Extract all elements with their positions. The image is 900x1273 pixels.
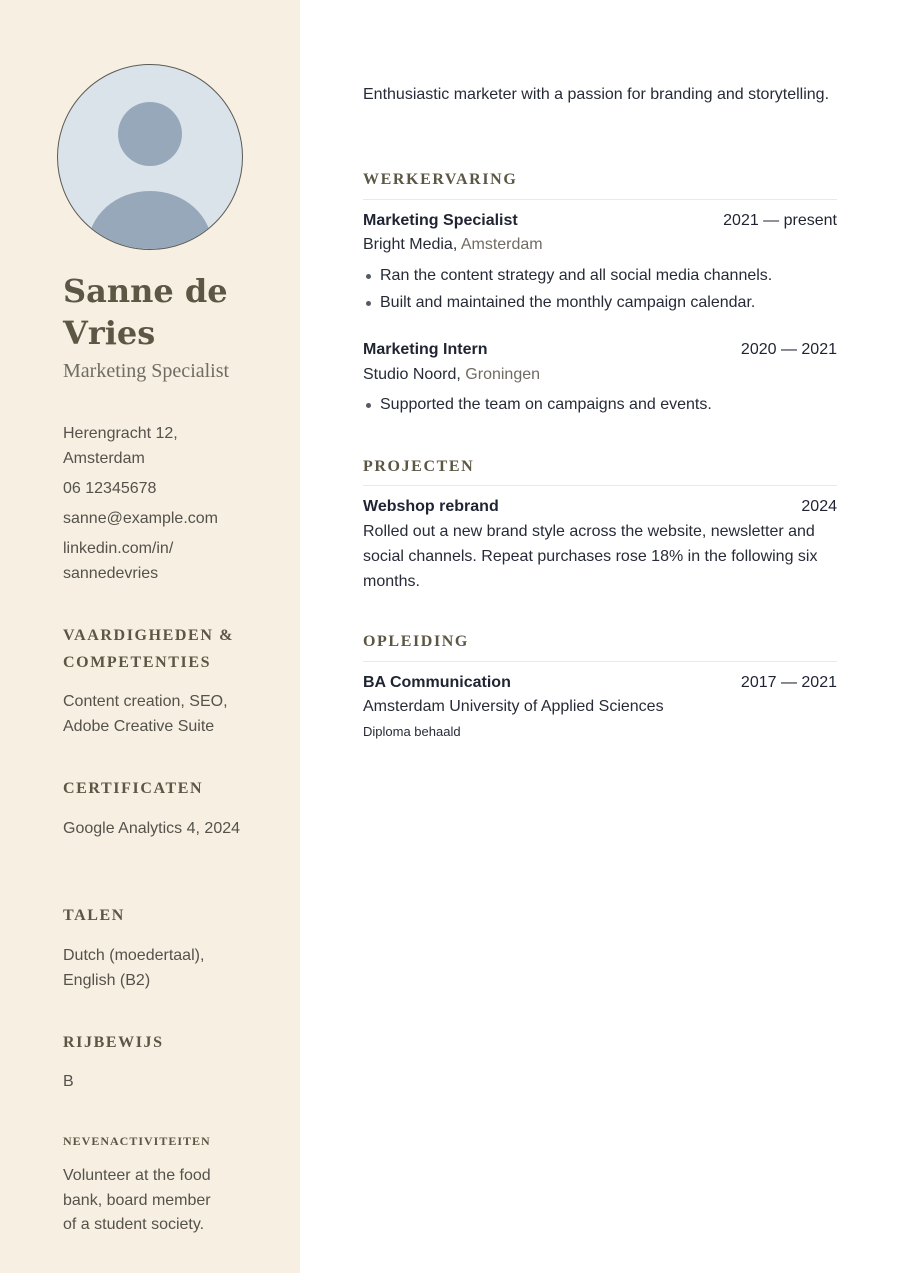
contact-linkedin[interactable]: linkedin.com/in/ sannedevries [63, 540, 174, 582]
list-item [363, 289, 837, 316]
contact-email[interactable]: sanne@example.com [63, 510, 218, 527]
bullet-text: Supported the team on campaigns and events. [380, 396, 712, 413]
job-location: Groningen [465, 366, 541, 383]
section-divider [363, 661, 837, 662]
certificates-text: Google Analytics 4, 2024 [63, 820, 241, 837]
license-text: B [63, 1073, 74, 1090]
list-item [363, 262, 837, 289]
skills-heading: VAARDIGHEDEN & COMPETENTIES [63, 627, 235, 671]
license-heading: RIJBEWIJS [63, 1034, 164, 1051]
contact-phone: 06 12345678 [63, 480, 157, 497]
projects-heading: PROJECTEN [363, 458, 475, 475]
job-dates: 2021 — present [723, 212, 837, 229]
job-bullets [363, 391, 837, 418]
bullet-text: Built and maintained the monthly campaign calendar. [380, 294, 756, 311]
contact-address: Herengracht 12, Amsterdam [63, 425, 178, 467]
certificates-heading: CERTIFICATEN [63, 780, 204, 797]
avatar-body-shape [88, 191, 212, 250]
education-dates: 2017 — 2021 [740, 674, 837, 691]
degree-title: BA Communication [363, 674, 511, 691]
languages-heading: TALEN [63, 907, 125, 924]
candidate-role: Marketing Specialist [63, 360, 230, 382]
activities-text: Volunteer at the food bank, board member of a student society. [63, 1167, 211, 1233]
school-name: Amsterdam University of Applied Sciences [363, 698, 664, 715]
bullet-text: Ran the content strategy and all social media channels. [380, 267, 773, 284]
job-dates: 2020 — 2021 [740, 341, 837, 358]
skills-text: Content creation, SEO, Adobe Creative Suite [63, 693, 228, 735]
avatar-head-shape [118, 102, 182, 166]
job-location: Amsterdam [460, 236, 543, 253]
section-divider [363, 485, 837, 486]
project-year: 2024 [801, 498, 837, 515]
job-company-line [363, 234, 543, 256]
job-bullets [363, 262, 837, 316]
list-item [363, 391, 837, 418]
bullet-icon [366, 301, 371, 306]
job-title: Marketing Specialist [363, 212, 518, 229]
activities-heading: NEVENACTIVITEITEN [63, 1134, 211, 1148]
experience-heading: WERKERVARING [363, 171, 518, 188]
job-company-line [363, 364, 540, 386]
education-heading: OPLEIDING [363, 633, 469, 650]
sidebar [0, 0, 300, 1273]
section-divider [363, 199, 837, 200]
project-description: Rolled out a new brand style across the website, newsletter and social channels. Repeat purchases rose 18% in the following six months. [363, 523, 818, 590]
bullet-icon [366, 274, 371, 279]
job-title: Marketing Intern [363, 341, 488, 358]
bullet-icon [366, 403, 371, 408]
languages-text: Dutch (moedertaal), English (B2) [63, 947, 205, 989]
project-title: Webshop rebrand [363, 498, 499, 515]
job-company: Bright Media, [363, 236, 458, 253]
education-note: Diploma behaald [363, 724, 461, 739]
profile-photo-placeholder [57, 64, 243, 250]
job-company: Studio Noord, [363, 366, 461, 383]
candidate-name: Sanne de Vries [63, 272, 228, 352]
profile-summary: Enthusiastic marketer with a passion for branding and storytelling. [363, 86, 830, 103]
